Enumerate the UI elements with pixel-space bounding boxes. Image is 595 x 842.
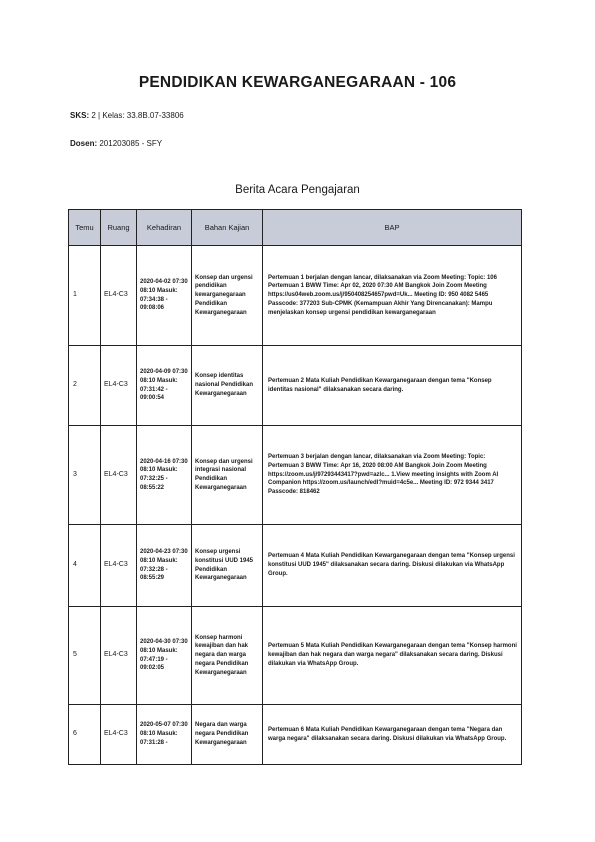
sks-kelas-line	[70, 111, 184, 120]
cell-kehadiran: 2020-04-23 07:30 08:10 Masuk: 07:32:28 - 08:55:29	[137, 525, 192, 607]
dosen-label: Dosen:	[70, 139, 98, 148]
cell-bahan-kajian: Konsep identitas nasional Pendidikan Kewarganegaraan	[192, 346, 263, 426]
cell-bap: Pertemuan 1 berjalan dengan lancar, dilaksanakan via Zoom Meeting: Topic: 106 Pertemuan 1 BWW Time: Apr 02, 2020 07:30 AM Bangkok Join Zoom Meeting https://us04web.zoom.us/j/950408254657pwd=Uk... Meeting ID: 950 4082 5465 Passcode: 377203 Sub-CPMK (Kemampuan Akhir Yang Direncanakan): Mampu menjelaskan konsep urgensi pendidikan kewarganegaraan	[263, 246, 522, 346]
cell-ruang: EL4-C3	[101, 246, 137, 346]
cell-bap: Pertemuan 4 Mata Kuliah Pendidikan Kewarganegaraan dengan tema "Konsep urgensi konstitusi UUD 1945" dilaksanakan secara daring. Diskusi dilakukan via WhatsApp Group.	[263, 525, 522, 607]
cell-kehadiran: 2020-04-16 07:30 08:10 Masuk: 07:32:25 - 08:55:22	[137, 426, 192, 525]
dosen-value: 201203085 - SFY	[99, 139, 163, 148]
cell-ruang: EL4-C3	[101, 607, 137, 705]
cell-ruang: EL4-C3	[101, 426, 137, 525]
table-row	[69, 246, 522, 346]
cell-temu: 2	[69, 346, 101, 426]
cell-ruang: EL4-C3	[101, 346, 137, 426]
document-title: PENDIDIKAN KEWARGANEGARAAN - 106	[138, 74, 457, 91]
header-bahan-kajian: Bahan Kajian	[192, 210, 263, 246]
header-bap: BAP	[263, 210, 522, 246]
cell-ruang: EL4-C3	[101, 525, 137, 607]
table-header-row	[69, 210, 522, 246]
cell-bap: Pertemuan 3 berjalan dengan lancar, dilaksanakan via Zoom Meeting: Topic: Pertemuan 3 BWW Time: Apr 16, 2020 08:00 AM Bangkok Join Zoom Meeting https://zoom.us/j/97293443417?pwd=azlc... 1.View meeting insights with Zoom AI Companion https://zoom.us/launch/edl?muid=4c5e... Meeting ID: 972 9344 3417 Passcode: 818462	[263, 426, 522, 525]
cell-temu: 6	[69, 705, 101, 765]
cell-kehadiran: 2020-04-02 07:30 08:10 Masuk: 07:34:38 - 09:08:06	[137, 246, 192, 346]
header-ruang: Ruang	[101, 210, 137, 246]
header-temu: Temu	[69, 210, 101, 246]
header-kehadiran: Kehadiran	[137, 210, 192, 246]
table-row	[69, 607, 522, 705]
cell-bap: Pertemuan 2 Mata Kuliah Pendidikan Kewarganegaraan dengan tema "Konsep identitas nasional" dilaksanakan secara daring.	[263, 346, 522, 426]
cell-temu: 1	[69, 246, 101, 346]
cell-ruang: EL4-C3	[101, 705, 137, 765]
sks-kelas-value: 2 | Kelas: 33.8B.07-33806	[91, 111, 184, 120]
cell-bahan-kajian: Konsep dan urgensi integrasi nasional Pendidikan Kewarganegaraan	[192, 426, 263, 525]
table-row	[69, 705, 522, 765]
section-title: Berita Acara Pengajaran	[235, 184, 360, 196]
table-row	[69, 346, 522, 426]
cell-kehadiran: 2020-04-09 07:30 08:10 Masuk: 07:31:42 - 09:00:54	[137, 346, 192, 426]
bap-table	[68, 209, 522, 765]
table-row	[69, 525, 522, 607]
cell-bap: Pertemuan 5 Mata Kuliah Pendidikan Kewarganegaraan dengan tema "Konsep harmoni kewajiban dan hak negara dan warga negara" dilaksanakan secara daring. Diskusi dilakukan via WhatsApp Group.	[263, 607, 522, 705]
table-row	[69, 426, 522, 525]
cell-bahan-kajian: Negara dan warga negara Pendidikan Kewarganegaraan	[192, 705, 263, 765]
cell-kehadiran: 2020-04-30 07:30 08:10 Masuk: 07:47:19 - 09:02:05	[137, 607, 192, 705]
cell-temu: 3	[69, 426, 101, 525]
cell-bahan-kajian: Konsep urgensi konstitusi UUD 1945 Pendidikan Kewarganegaraan	[192, 525, 263, 607]
sks-label: SKS:	[70, 111, 90, 120]
cell-kehadiran: 2020-05-07 07:30 08:10 Masuk: 07:31:28 -	[137, 705, 192, 765]
cell-temu: 4	[69, 525, 101, 607]
cell-bahan-kajian: Konsep dan urgensi pendidikan kewarganegaraan Pendidikan Kewarganegaraan	[192, 246, 263, 346]
cell-bahan-kajian: Konsep harmoni kewajiban dan hak negara dan warga negara Pendidikan Kewarganegaraan	[192, 607, 263, 705]
cell-temu: 5	[69, 607, 101, 705]
cell-bap: Pertemuan 6 Mata Kuliah Pendidikan Kewarganegaraan dengan tema "Negara dan warga negara" dilaksanakan secara daring. Diskusi dilakukan via WhatsApp Group.	[263, 705, 522, 765]
dosen-line	[70, 139, 162, 148]
